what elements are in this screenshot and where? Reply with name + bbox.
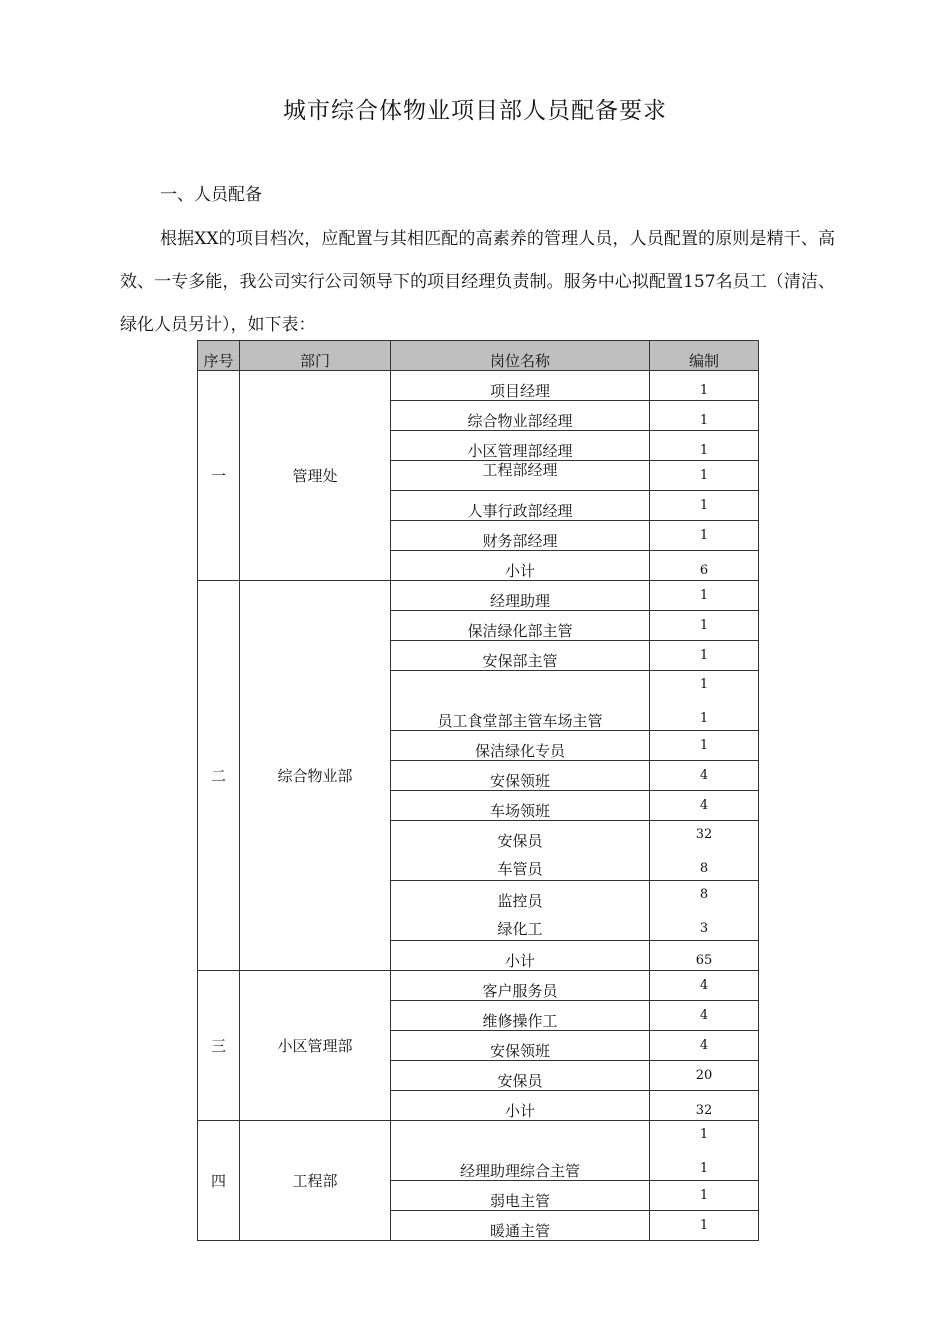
post-count: 1 xyxy=(699,1127,709,1142)
post-count: 4 xyxy=(650,791,759,821)
post-name: 人事行政部经理 xyxy=(391,491,650,521)
post-count: 1 xyxy=(650,401,759,431)
post-name-pair xyxy=(391,881,650,941)
post-count: 1 xyxy=(650,371,759,401)
table-row xyxy=(198,581,759,611)
post-name: 车场领班 xyxy=(391,791,650,821)
post-name: 监控员 xyxy=(497,892,543,910)
post-name: 客户服务员 xyxy=(391,971,650,1001)
post-count: 1 xyxy=(699,677,709,692)
post-count: 8 xyxy=(699,887,709,902)
group-seq: 一 xyxy=(198,371,240,581)
table-row xyxy=(198,1121,759,1181)
subtotal-count: 65 xyxy=(650,941,759,971)
post-name-pair xyxy=(391,821,650,881)
post-name: 车管员 xyxy=(497,860,543,878)
post-name: 维修操作工 xyxy=(391,1001,650,1031)
post-count: 4 xyxy=(650,1031,759,1061)
post-count: 1 xyxy=(650,731,759,761)
subtotal-count: 32 xyxy=(650,1091,759,1121)
group-dept: 工程部 xyxy=(240,1121,391,1241)
post-count: 1 xyxy=(650,581,759,611)
post-name: 暖通主管 xyxy=(391,1211,650,1241)
page-title: 城市综合体物业项目部人员配备要求 xyxy=(283,98,667,124)
post-count: 4 xyxy=(650,971,759,1001)
subtotal-label: 小计 xyxy=(391,941,650,971)
subtotal-label: 小计 xyxy=(391,551,650,581)
post-name: 安保领班 xyxy=(391,761,650,791)
header-seq: 序号 xyxy=(198,341,240,371)
group-dept: 综合物业部 xyxy=(240,581,391,971)
post-name: 安保部主管 xyxy=(391,641,650,671)
post-count: 1 xyxy=(650,491,759,521)
subtotal-label: 小计 xyxy=(391,1091,650,1121)
table-header-row xyxy=(198,341,759,371)
post-name: 安保员 xyxy=(391,1061,650,1091)
subtotal-count: 6 xyxy=(650,551,759,581)
group-seq: 三 xyxy=(198,971,240,1121)
table-row xyxy=(198,971,759,1001)
post-count: 32 xyxy=(695,827,713,842)
post-count: 1 xyxy=(650,1181,759,1211)
post-count-pair xyxy=(650,671,759,731)
group-seq: 二 xyxy=(198,581,240,971)
post-count: 1 xyxy=(650,1211,759,1241)
post-name: 工程部经理 xyxy=(391,461,650,491)
post-name: 绿化工 xyxy=(497,920,543,938)
post-count: 8 xyxy=(699,861,709,876)
post-name: 经理助理 xyxy=(391,581,650,611)
header-post: 岗位名称 xyxy=(391,341,650,371)
post-count: 1 xyxy=(650,641,759,671)
table-row xyxy=(198,371,759,401)
post-name: 安保领班 xyxy=(391,1031,650,1061)
post-name: 财务部经理 xyxy=(391,521,650,551)
post-count: 3 xyxy=(699,921,709,936)
post-count: 1 xyxy=(650,461,759,491)
post-name: 综合物业部经理 xyxy=(391,401,650,431)
post-name: 弱电主管 xyxy=(391,1181,650,1211)
post-name: 员工食堂部主管车场主管 xyxy=(391,671,650,731)
post-count: 4 xyxy=(650,1001,759,1031)
group-seq: 四 xyxy=(198,1121,240,1241)
group-dept: 小区管理部 xyxy=(240,971,391,1121)
section-heading: 一、人员配备 xyxy=(160,185,262,205)
post-count: 1 xyxy=(699,1161,709,1176)
post-count: 1 xyxy=(699,711,709,726)
post-name: 项目经理 xyxy=(391,371,650,401)
post-name: 安保员 xyxy=(497,832,543,850)
post-count-pair xyxy=(650,1121,759,1181)
post-count: 1 xyxy=(650,521,759,551)
post-name: 保洁绿化专员 xyxy=(391,731,650,761)
post-count: 20 xyxy=(650,1061,759,1091)
staffing-table xyxy=(197,340,759,1241)
post-count-pair xyxy=(650,821,759,881)
header-count: 编制 xyxy=(650,341,759,371)
post-count: 1 xyxy=(650,431,759,461)
group-dept: 管理处 xyxy=(240,371,391,581)
header-dept: 部门 xyxy=(240,341,391,371)
post-count-pair xyxy=(650,881,759,941)
post-count: 1 xyxy=(650,611,759,641)
post-name: 小区管理部经理 xyxy=(391,431,650,461)
post-name: 保洁绿化部主管 xyxy=(391,611,650,641)
post-name: 经理助理综合主管 xyxy=(391,1121,650,1181)
intro-paragraph: 根据XX的项目档次，应配置与其相匹配的高素养的管理人员，人员配置的原则是精干、高效、一专多能，我公司实行公司领导下的项目经理负责制。服务中心拟配置157名员工（清洁、绿化人员另计），如下表： xyxy=(120,229,835,335)
post-count: 4 xyxy=(650,761,759,791)
